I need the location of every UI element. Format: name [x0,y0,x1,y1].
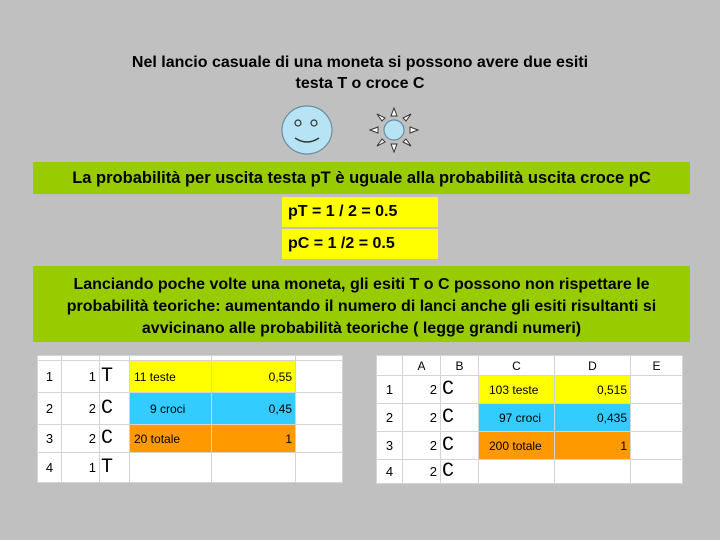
cell-label: 97 croci [479,404,555,432]
table-row [38,361,343,393]
title-line-2: testa T o croce C [295,75,425,92]
row-header: 4 [38,453,62,483]
table-row [377,404,683,432]
cell-outcome: C [441,432,479,460]
cell-label: 11 teste [130,361,212,393]
cell-count: 2 [62,393,100,425]
formula-pC: pC = 1 /2 = 0.5 [282,229,438,259]
explanation-text: Lanciando poche volte una moneta, gli esiti T o C possono non rispettare le probabilità teoriche: aumentando il numero di lanci anche gli esiti risultanti si avvicinano alle probabilità teoriche ( legge grandi numeri) [33,266,690,342]
empty-cell [212,453,296,483]
row-header: 1 [377,376,403,404]
column-header-D: D [555,356,631,376]
cell-outcome: C [441,404,479,432]
probability-statement: La probabilità per uscita testa pT è uguale alla probabilità uscita croce pC [33,162,690,194]
table-row [38,425,343,453]
column-header-B: B [441,356,479,376]
row-header: 1 [38,361,62,393]
cell-label: 20 totale [130,425,212,453]
cell-count: 2 [403,460,441,484]
empty-cell [296,361,343,393]
cell-count: 1 [62,361,100,393]
cell-value: 0,45 [212,393,296,425]
column-header-A: A [403,356,441,376]
smiley-face-icon [280,104,334,156]
cell-value: 0,515 [555,376,631,404]
empty-cell [296,453,343,483]
cell-count: 2 [403,432,441,460]
empty-cell [296,393,343,425]
row-header: 3 [38,425,62,453]
empty-cell [479,460,555,484]
column-header-E: E [631,356,683,376]
slide-title [80,52,640,94]
row-header: 2 [377,404,403,432]
empty-cell [631,376,683,404]
formula-pT: pT = 1 / 2 = 0.5 [282,197,438,227]
cell-outcome: C [100,425,130,453]
table-row [38,453,343,483]
table-row [377,432,683,460]
cell-value: 1 [555,432,631,460]
spreadsheet-small-sample [37,355,343,483]
cell-label: 103 teste [479,376,555,404]
table-row [38,393,343,425]
cell-outcome: T [100,361,130,393]
cell-label: 9 croci [130,393,212,425]
cell-count: 2 [403,376,441,404]
column-header-C: C [479,356,555,376]
row-header: 2 [38,393,62,425]
table-row [377,376,683,404]
empty-cell [631,460,683,484]
cell-count: 2 [403,404,441,432]
cell-outcome: T [100,453,130,483]
cell-outcome: C [100,393,130,425]
cell-count: 2 [62,425,100,453]
empty-cell [130,453,212,483]
title-line-1: Nel lancio casuale di una moneta si possono avere due esiti [131,54,589,71]
cell-value: 0,55 [212,361,296,393]
sun-icon [368,106,420,154]
column-header-row [377,356,683,376]
cell-outcome: C [441,376,479,404]
cell-value: 1 [212,425,296,453]
spreadsheet-large-sample [376,355,683,484]
cell-label: 200 totale [479,432,555,460]
row-header: 3 [377,432,403,460]
cell-count: 1 [62,453,100,483]
row-header: 4 [377,460,403,484]
cell-value: 0,435 [555,404,631,432]
empty-cell [555,460,631,484]
empty-cell [377,356,403,376]
table-row [377,460,683,484]
empty-cell [296,425,343,453]
cell-outcome: C [441,460,479,484]
empty-cell [631,432,683,460]
empty-cell [631,404,683,432]
